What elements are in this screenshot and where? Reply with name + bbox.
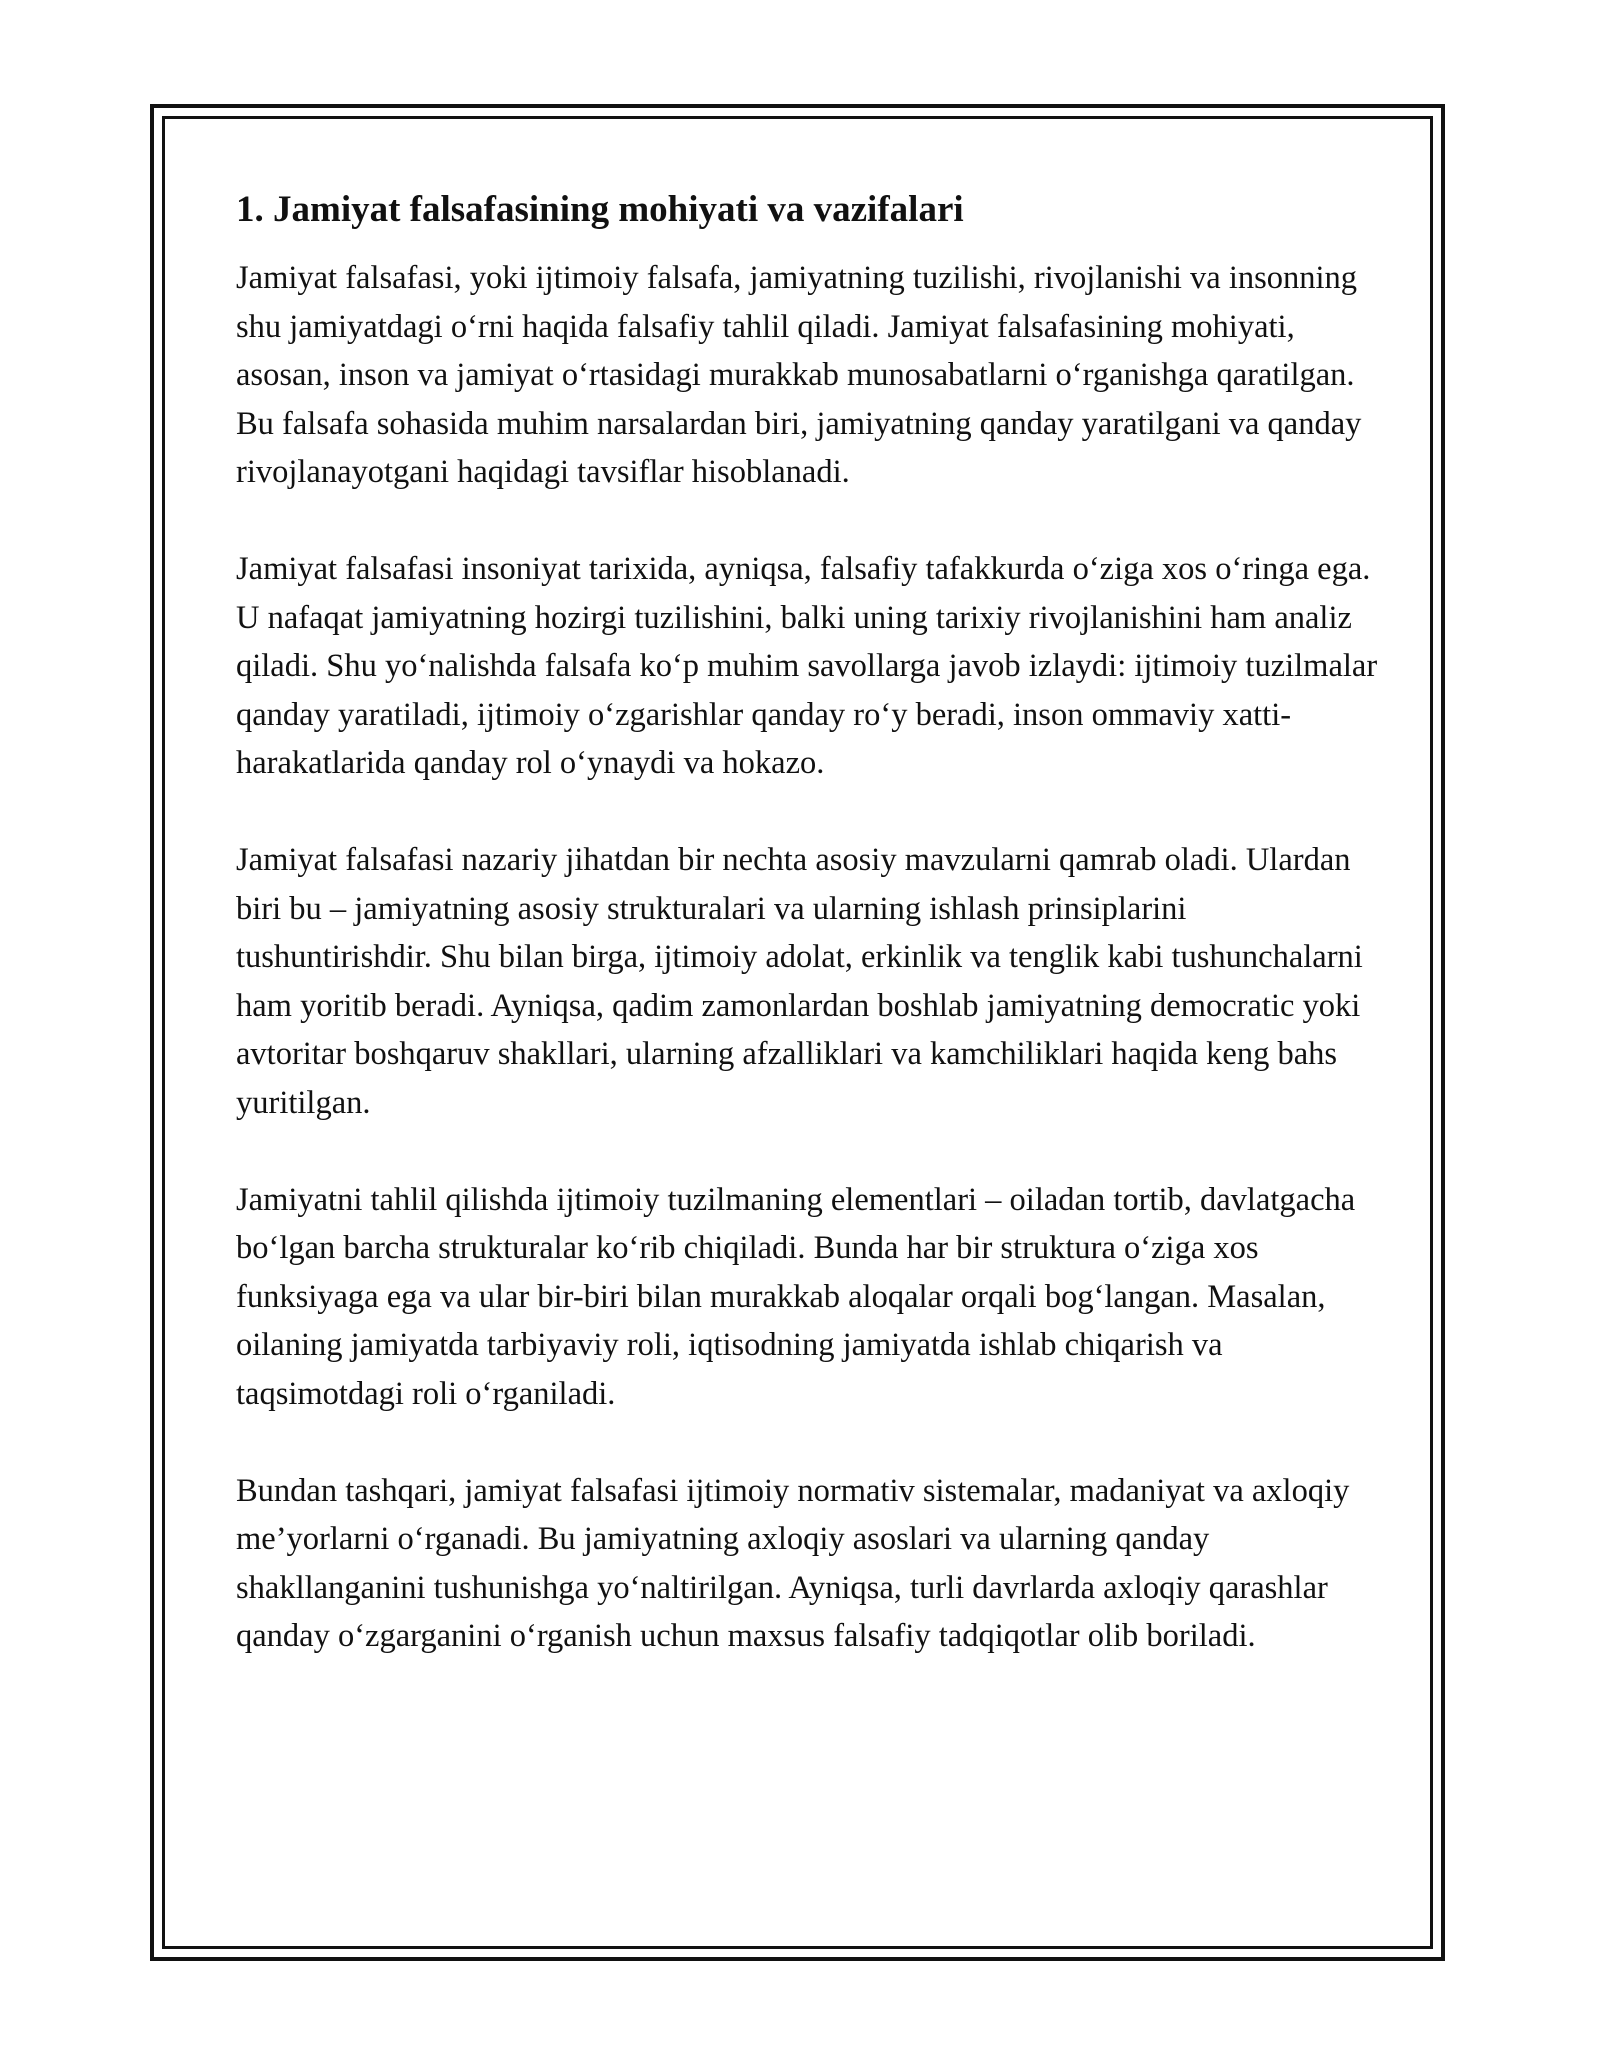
- paragraph-1: Jamiyat falsafasi, yoki ijtimoiy falsafa, jamiyatning tuzilishi, rivojlanishi va insonning shu jamiyatdagi o‘rni haqida falsafiy tahlil qiladi. Jamiyat falsafasining mohiyati, asosan, inson va jamiyat o‘rtasidagi murakkab munosabatlarni o‘rganishga qaratilgan. Bu falsafa sohasida muhim narsalardan biri, jamiyatning qanday yaratilgani va qanday rivojlanayotgani haqidagi tavsiflar hisoblanadi.: [236, 260, 1362, 490]
- section-heading: 1. Jamiyat falsafasining mohiyati va vazifalari: [236, 189, 964, 230]
- document-body: [236, 186, 1381, 1709]
- paragraph-5: Bundan tashqari, jamiyat falsafasi ijtimoiy normativ sistemalar, madaniyat va axloqiy me’yorlarni o‘rganadi. Bu jamiyatning axloqiy asoslari va ularning qanday shakllanganini tushunishga yo‘naltirilgan. Ayniqsa, turli davrlarda axloqiy qarashlar qanday o‘zgarganini o‘rganish uchun maxsus falsafiy tadqiqotlar olib boriladi.: [236, 1472, 1350, 1654]
- paragraph-3: Jamiyat falsafasi nazariy jihatdan bir nechta asosiy mavzularni qamrab oladi. Ulardan biri bu – jamiyatning asosiy strukturalari va ularning ishlash prinsiplarini tushuntirishdir. Shu bilan birga, ijtimoiy adolat, erkinlik va tenglik kabi tushunchalarni ham yoritib beradi. Ayniqsa, qadim zamonlardan boshlab jamiyatning democratic yoki avtoritar boshqaruv shakllari, ularning afzalliklari va kamchiliklari haqida keng bahs yuritilgan.: [236, 842, 1363, 1121]
- paragraph-4: Jamiyatni tahlil qilishda ijtimoiy tuzilmaning elementlari – oiladan tortib, davlatgacha bo‘lgan barcha strukturalar ko‘rib chiqiladi. Bunda har bir struktura o‘ziga xos funksiyaga ega va ular bir-biri bilan murakkab aloqalar orqali bog‘langan. Masalan, oilaning jamiyatda tarbiyaviy roli, iqtisodning jamiyatda ishlab chiqarish va taqsimotdagi roli o‘rganiladi.: [236, 1181, 1356, 1412]
- paragraph-2: Jamiyat falsafasi insoniyat tarixida, ayniqsa, falsafiy tafakkurda o‘ziga xos o‘ringa ega. U nafaqat jamiyatning hozirgi tuzilishini, balki uning tarixiy rivojlanishini ham analiz qiladi. Shu yo‘nalishda falsafa ko‘p muhim savollarga javob izlaydi: ijtimoiy tuzilmalar qanday yaratiladi, ijtimoiy o‘zgarishlar qanday ro‘y beradi, inson ommaviy xatti-harakatlarida qanday rol o‘ynaydi va hokazo.: [236, 551, 1378, 781]
